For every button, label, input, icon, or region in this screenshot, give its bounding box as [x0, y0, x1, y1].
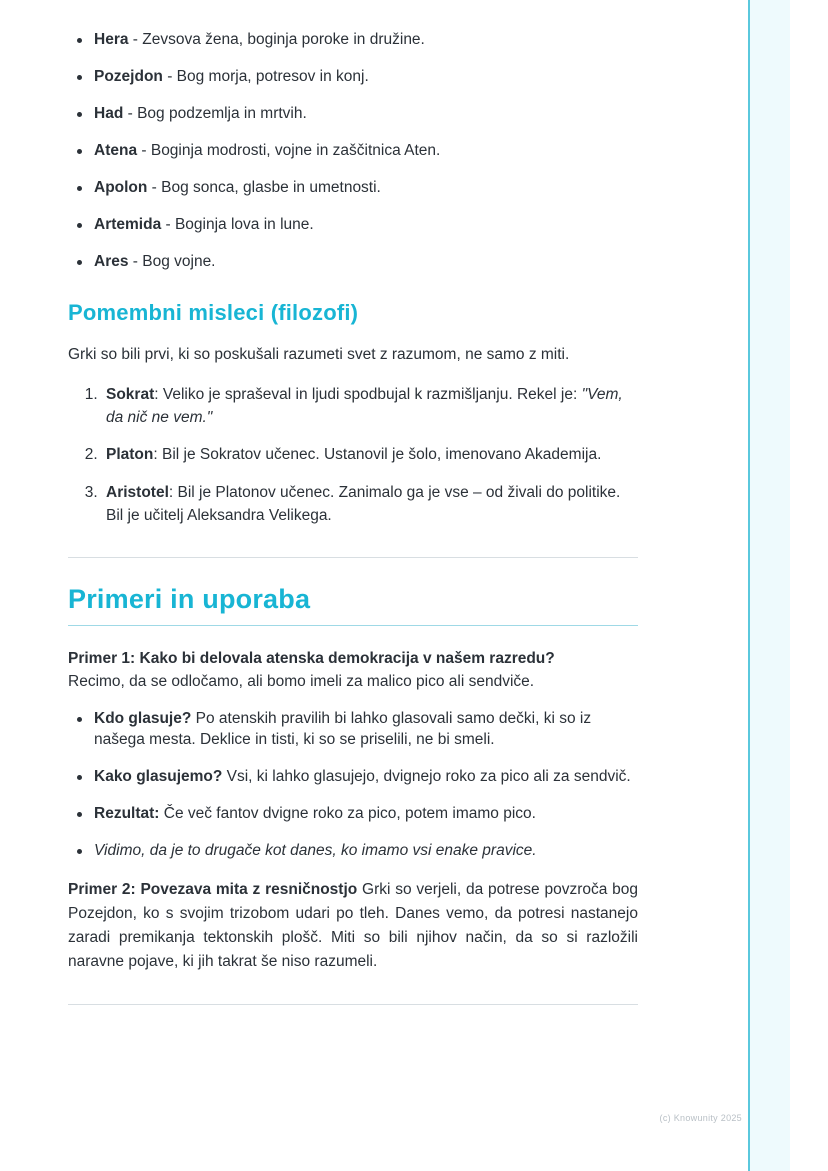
examples-heading-underline [68, 625, 638, 626]
list-item [68, 252, 638, 273]
philosopher-name: Platon [106, 446, 154, 464]
example1-intro: Recimo, da se odločamo, ali bomo imeli za malico pico ali sendviče. [68, 672, 535, 690]
god-desc: - Bog sonca, glasbe in umetnosti. [147, 178, 381, 196]
example2-block [68, 878, 638, 974]
god-desc: - Zevsova žena, boginja poroke in družine. [128, 31, 425, 48]
list-item [68, 141, 638, 162]
list-item [68, 30, 638, 51]
bullet-text: Vidimo, da je to drugače kot danes, ko imamo vsi enake pravice. [94, 841, 537, 859]
list-item [102, 443, 638, 466]
list-item [68, 841, 638, 862]
list-item [68, 767, 638, 788]
bullet-lead: Rezultat: [94, 804, 160, 822]
example1-title: Primer 1: Kako bi delovala atenska demokracija v našem razredu? [68, 650, 555, 668]
bullet-text: Vsi, ki lahko glasujejo, dvignejo roko za pico ali za sendvič. [222, 767, 631, 785]
section-divider [68, 557, 638, 558]
god-desc: - Bog vojne. [128, 252, 216, 270]
god-desc: - Bog morja, potresov in konj. [162, 67, 369, 85]
gods-list [68, 30, 638, 272]
philosophers-heading: Pomembni misleci (filozofi) [68, 300, 359, 326]
example1-block [68, 648, 638, 693]
philosopher-text: : Veliko je spraševal in ljudi spodbujal k razmišljanju. Rekel je: [154, 385, 582, 403]
bullet-text: Če več fantov dvigne roko za pico, potem imamo pico. [159, 804, 536, 822]
god-name: Ares [94, 252, 129, 270]
footer-copyright: (c) Knowunity 2025 [659, 1113, 742, 1123]
page-side-rule [748, 0, 750, 1171]
philosopher-text: : Bil je Sokratov učenec. Ustanovil je šolo, imenovano Akademija. [153, 446, 602, 464]
page-side-strip [750, 0, 790, 1171]
god-name: Apolon [94, 178, 148, 196]
bottom-divider [68, 1004, 638, 1005]
list-item [102, 383, 638, 430]
philosopher-text: : Bil je Platonov učenec. Zanimalo ga je vse – od živali do politike. Bil je učitelj Aleksandra Velikega. [106, 483, 621, 524]
list-item [68, 709, 638, 751]
list-item [68, 178, 638, 199]
god-desc: - Bog podzemlja in mrtvih. [123, 104, 307, 122]
god-name: Hera [94, 31, 129, 48]
god-desc: - Boginja modrosti, vojne in zaščitnica Aten. [137, 141, 441, 159]
list-item [68, 215, 638, 236]
god-name: Atena [94, 141, 138, 159]
list-item [102, 481, 638, 528]
example1-bullets [68, 709, 638, 862]
philosopher-name: Sokrat [106, 385, 155, 403]
god-name: Artemida [94, 215, 162, 233]
god-desc: - Boginja lova in lune. [161, 215, 314, 233]
philosopher-name: Aristotel [106, 483, 169, 501]
example2-text: Grki so verjeli, da potrese povzroča bog Pozejdon, ko s svojim trizobom udari po tleh. Danes vemo, da potresi nastanejo zaradi premikanja tektonskih plošč. Miti so bili njihov način, da so si razložili naravne pojave, ki jih takrat še niso razumeli. [68, 880, 638, 970]
bullet-lead: Kdo glasuje? [94, 710, 192, 728]
bullet-lead: Kako glasujemo? [94, 767, 223, 785]
god-name: Pozejdon [94, 67, 163, 85]
bullet-text: Po atenskih pravilih bi lahko glasovali samo dečki, ki so iz našega mesta. Deklice in tisti, ki so se priselili, ne bi smeli. [94, 710, 592, 749]
list-item [68, 104, 638, 125]
god-name: Had [94, 104, 124, 122]
philosopher-quote: "Vem, da nič ne vem." [106, 385, 623, 427]
document-content [68, 30, 638, 1031]
examples-heading: Primeri in uporaba [68, 584, 311, 615]
list-item [68, 804, 638, 825]
philosophers-intro: Grki so bili prvi, ki so poskušali razumeti svet z razumom, ne samo z miti. [68, 346, 570, 364]
example2-lead: Primer 2: Povezava mita z resničnostjo [68, 880, 358, 898]
philosophers-list [68, 383, 638, 527]
list-item [68, 67, 638, 88]
